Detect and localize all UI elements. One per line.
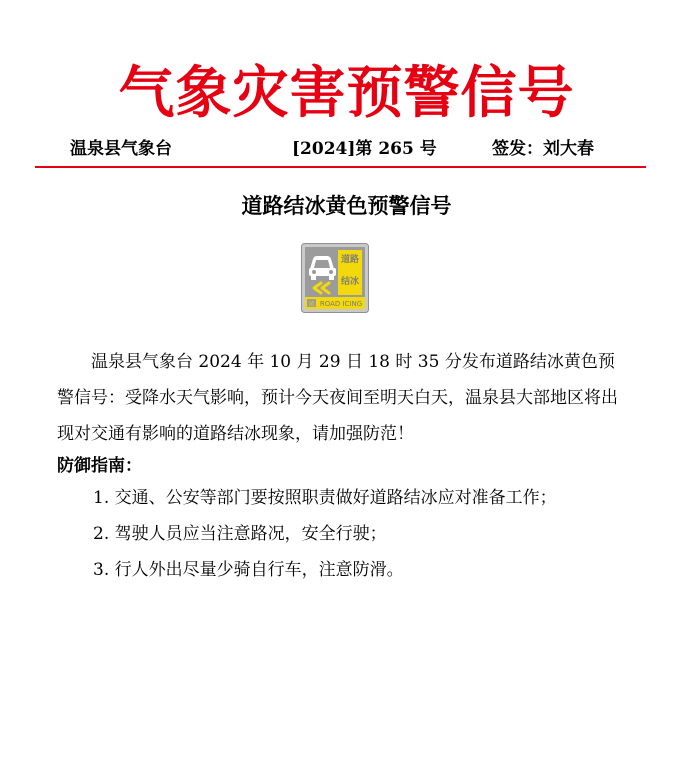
warning-body-text: 温泉县气象台 2024 年 10 月 29 日 18 时 35 分发布道路结冰黄色预警信号：受降水天气影响，预计今天夜间至明天白天，温泉县大部地区将出现对交通有影响的道路结冰现象，请加强防范！: [57, 352, 618, 444]
road-icing-yellow-warning-icon: [301, 243, 369, 313]
defense-guide-list: [93, 484, 653, 592]
guide-item: 3. 行人外出尽量少骑自行车，注意防滑。: [93, 560, 404, 580]
document-banner-title: 气象灾害预警信号: [118, 61, 575, 126]
icon-label-line-1: 道路: [340, 255, 360, 265]
header-divider: [35, 166, 646, 168]
icon-level-label: 黄: [308, 301, 315, 308]
icon-label-line-2: 结冰: [340, 277, 360, 287]
icon-english-label: ROAD ICING: [319, 300, 363, 308]
document-meta-row: [0, 137, 693, 161]
issue-number: [2024]第 265 号: [292, 139, 437, 159]
defense-guide-heading: 防御指南：: [57, 456, 142, 476]
signer: 签发：刘大春: [492, 139, 594, 159]
issuing-office: 温泉县气象台: [70, 139, 172, 159]
guide-item: 1. 交通、公安等部门要按照职责做好道路结冰应对准备工作；: [93, 488, 557, 508]
warning-title: 道路结冰黄色预警信号: [241, 194, 452, 218]
guide-item: 2. 驾驶人员应当注意路况，安全行驶；: [93, 524, 387, 544]
